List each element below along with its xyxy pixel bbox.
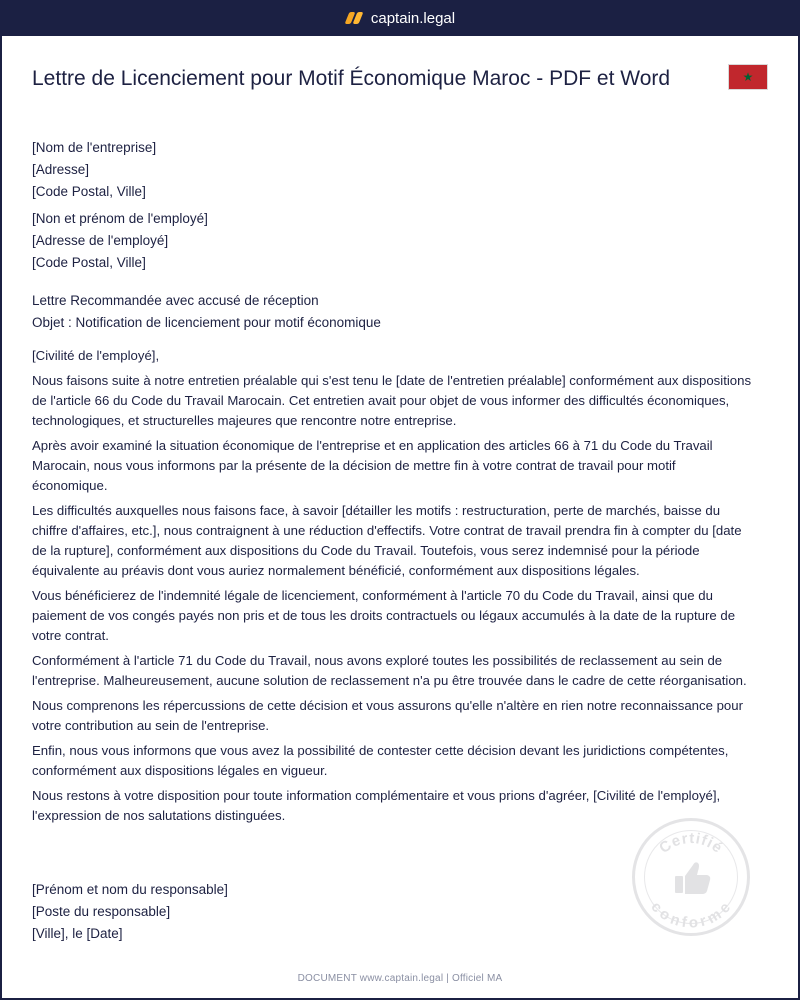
employee-name: [Non et prénom de l'employé] — [32, 211, 208, 226]
paragraph: Enfin, nous vous informons que vous avez la possibilité de contester cette décision devant les juridictions compétentes, conformément aux dispositions légales en vigueur. — [32, 743, 729, 778]
thumbs-up-icon — [675, 862, 710, 894]
brand-logo[interactable] — [345, 10, 455, 27]
paragraph: Nous faisons suite à notre entretien préalable qui s'est tenu le [date de l'entretien préalable] conformément aux dispositions de l'article 66 du Code du Travail Marocain. Cet entretien avait pour objet de vous informer des difficultés économiques, technologiques, et structurelles majeures que rencontre notre entreprise. — [32, 373, 752, 428]
mail-info — [32, 290, 752, 334]
salutation: [Civilité de l'employé], — [32, 348, 160, 363]
employee-address — [32, 208, 752, 274]
morocco-flag-icon: ★ — [729, 65, 767, 89]
company-street: [Adresse] — [32, 162, 90, 177]
double-slash-logo-icon — [345, 12, 363, 24]
stamp-text-top: Certifié — [656, 829, 727, 858]
paragraph: Après avoir examiné la situation économique de l'entreprise et en application des articles 66 à 71 du Code du Travail Marocain, nous vous informons par la présente de la décision de mettre fin à votre contrat de travail pour motif économique. — [32, 438, 713, 493]
letter-body — [32, 346, 752, 831]
company-city: [Code Postal, Ville] — [32, 184, 146, 199]
employee-street: [Adresse de l'employé] — [32, 233, 169, 248]
certified-stamp — [632, 818, 750, 936]
signer-position: [Poste du responsable] — [32, 904, 171, 919]
signer-name: [Prénom et nom du responsable] — [32, 882, 228, 897]
document-page — [2, 36, 798, 998]
stamp-graphic — [635, 821, 747, 933]
mail-type: Lettre Recommandée avec accusé de réception — [32, 293, 319, 308]
top-bar — [0, 0, 800, 36]
letter-subject: Objet : Notification de licenciement pour motif économique — [32, 315, 381, 330]
paragraph: Conformément à l'article 71 du Code du Travail, nous avons exploré toutes les possibilités de reclassement au sein de l'entreprise. Malheureusement, aucune solution de reclassement n'a pu être trouvée dans le cadre de cette réorganisation. — [32, 653, 747, 688]
paragraph: Vous bénéficierez de l'indemnité légale de licenciement, conformément à l'article 70 du Code du Travail, ainsi que du paiement de vos congés payés non pris et de tous les droits contractuels ou légaux accumulés à la date de la rupture de votre contrat. — [32, 588, 736, 643]
document-title: Lettre de Licenciement pour Motif Économique Maroc - PDF et Word — [32, 67, 671, 90]
paragraph: Nous comprenons les répercussions de cette décision et vous assurons qu'elle n'altère en rien notre reconnaissance pour votre contribution au sein de l'entreprise. — [32, 698, 743, 733]
employee-city: [Code Postal, Ville] — [32, 255, 146, 270]
place-date: [Ville], le [Date] — [32, 926, 123, 941]
paragraph: Nous restons à votre disposition pour toute information complémentaire et vous prions d'agréer, [Civilité de l'employé], l'expression de nos salutations distinguées. — [32, 788, 721, 823]
paragraph: Les difficultés auxquelles nous faisons face, à savoir [détailler les motifs : restructuration, perte de marchés, baisse du chiffre d'affaires, etc.], nous contraignent à une réduction d'effectifs. Votre contrat de travail prendra fin à compter du [date de la rupture], conformément aux dispositions du Code du Travail. Toutefois, vous serez indemnisé pour la période équivalente au préavis dont vous auriez normalement bénéficié, conformément aux dispositions légales. — [32, 503, 742, 578]
company-address — [32, 137, 752, 203]
stamp-text-bottom: conforme — [647, 898, 735, 932]
brand-name: captain.legal — [370, 9, 456, 27]
company-name: [Nom de l'entreprise] — [32, 140, 157, 155]
footer-note: DOCUMENT www.captain.legal | Officiel MA — [297, 973, 503, 984]
